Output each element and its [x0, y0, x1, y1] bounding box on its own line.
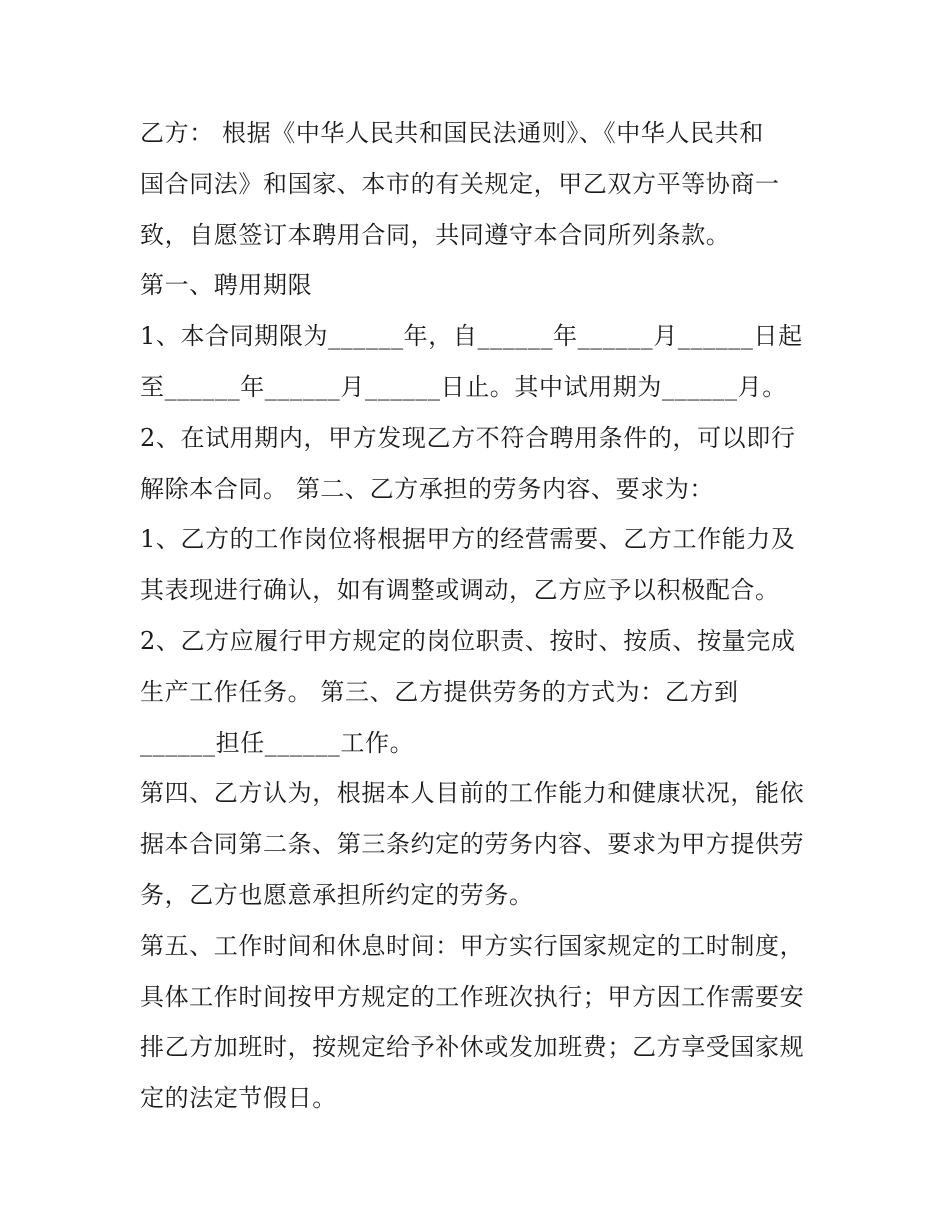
- text-line: 具体工作时间按甲方规定的工作班次执行；甲方因工作需要安: [140, 982, 805, 1011]
- text-line: 其表现进行确认，如有调整或调动，乙方应予以积极配合。: [140, 576, 780, 605]
- text-line: 国合同法》和国家、本市的有关规定，甲乙双方平等协商一: [140, 169, 780, 198]
- text-line: 解除本合同。 第二、乙方承担的劳务内容、要求为：: [140, 474, 715, 503]
- text-line: 定的法定节假日。: [140, 1084, 337, 1113]
- text-line: 第五、工作时间和休息时间：甲方实行国家规定的工时制度，: [140, 931, 805, 960]
- text-line: 生产工作任务。 第三、乙方提供劳务的方式为：乙方到: [140, 677, 739, 706]
- text-line: 乙方： 根据《中华人民共和国民法通则》、《中华人民共和: [140, 119, 764, 147]
- text-line: 2、乙方应履行甲方规定的岗位职责、按时、按质、按量完成: [140, 626, 796, 655]
- text-line: 1、乙方的工作岗位将根据甲方的经营需要、乙方工作能力及: [140, 525, 796, 554]
- text-line: 务，乙方也愿意承担所约定的劳务。: [140, 880, 534, 909]
- text-line: 2、在试用期内，甲方发现乙方不符合聘用条件的，可以即行: [140, 423, 796, 452]
- text-line: ______担任______工作。: [140, 728, 415, 757]
- text-line: 致，自愿签订本聘用合同，共同遵守本合同所列条款。: [140, 220, 731, 249]
- text-line: 排乙方加班时，按规定给予补休或发加班费；乙方享受国家规: [140, 1033, 805, 1062]
- text-line: 至______年______月______日止。其中试用期为______月。: [140, 372, 787, 401]
- text-line: 第四、乙方认为，根据本人目前的工作能力和健康状况，能依: [140, 779, 805, 808]
- text-line: 据本合同第二条、第三条约定的劳务内容、要求为甲方提供劳: [140, 830, 805, 859]
- contract-body: [140, 108, 820, 1124]
- text-line: 1、本合同期限为______年，自______年______月______日起: [140, 322, 803, 351]
- section-heading: 第一、聘用期限: [140, 271, 313, 300]
